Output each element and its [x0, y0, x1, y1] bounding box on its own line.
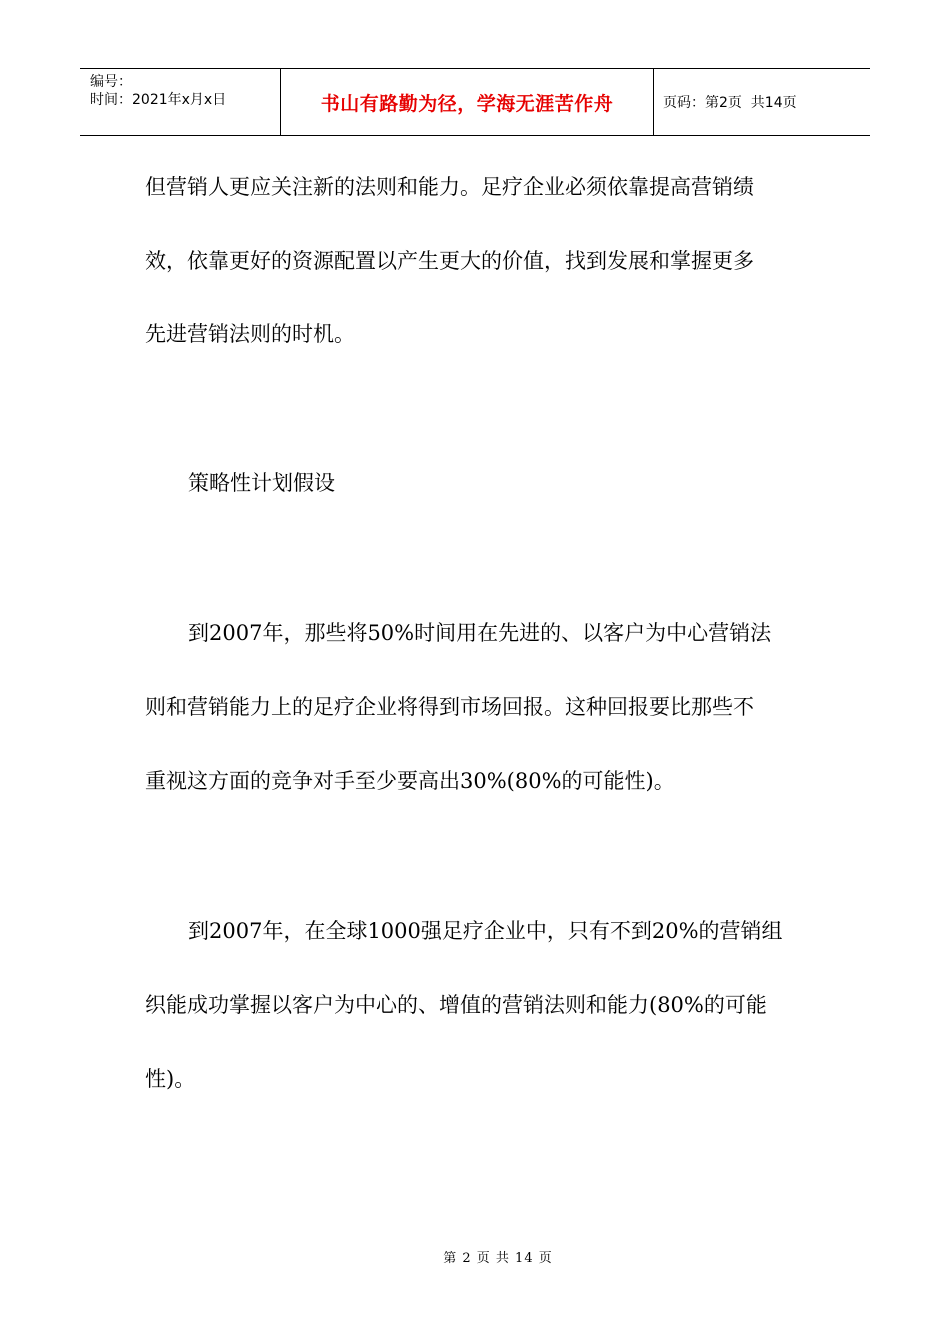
- paragraph-line: 织能成功掌握以客户为中心的、增值的营销法则和能力(80%的可能: [145, 993, 767, 1017]
- section-heading: 策略性计划假设: [188, 471, 335, 495]
- motto-text: 书山有路勤为径，学海无涯苦作舟: [320, 92, 614, 115]
- header-motto-cell: [281, 69, 654, 135]
- paragraph-line: 先进营销法则的时机。: [145, 322, 355, 346]
- page-info: 页码：第2页 共14页: [663, 95, 797, 111]
- paragraph-line: 但营销人更应关注新的法则和能力。足疗企业必须依靠提高营销绩: [145, 175, 754, 199]
- time-label: 时间：2021年x月x日: [90, 92, 227, 108]
- page-footer: 第 2 页 共 14 页: [443, 1251, 553, 1266]
- paragraph-line: 则和营销能力上的足疗企业将得到市场回报。这种回报要比那些不: [145, 695, 754, 719]
- paragraph-line: 性)。: [145, 1067, 196, 1091]
- paragraph-line: 重视这方面的竞争对手至少要高出30%(80%的可能性)。: [145, 769, 675, 793]
- paragraph-line: 到2007年，在全球1000强足疗企业中，只有不到20%的营销组: [188, 919, 783, 943]
- header-page-cell: [654, 69, 870, 135]
- document-header: [80, 68, 870, 136]
- number-label: 编号：: [90, 74, 132, 90]
- paragraph-line: 到2007年，那些将50%时间用在先进的、以客户为中心营销法: [188, 621, 772, 645]
- paragraph-line: 效，依靠更好的资源配置以产生更大的价值，找到发展和掌握更多: [145, 249, 754, 273]
- header-meta-cell: [80, 69, 281, 135]
